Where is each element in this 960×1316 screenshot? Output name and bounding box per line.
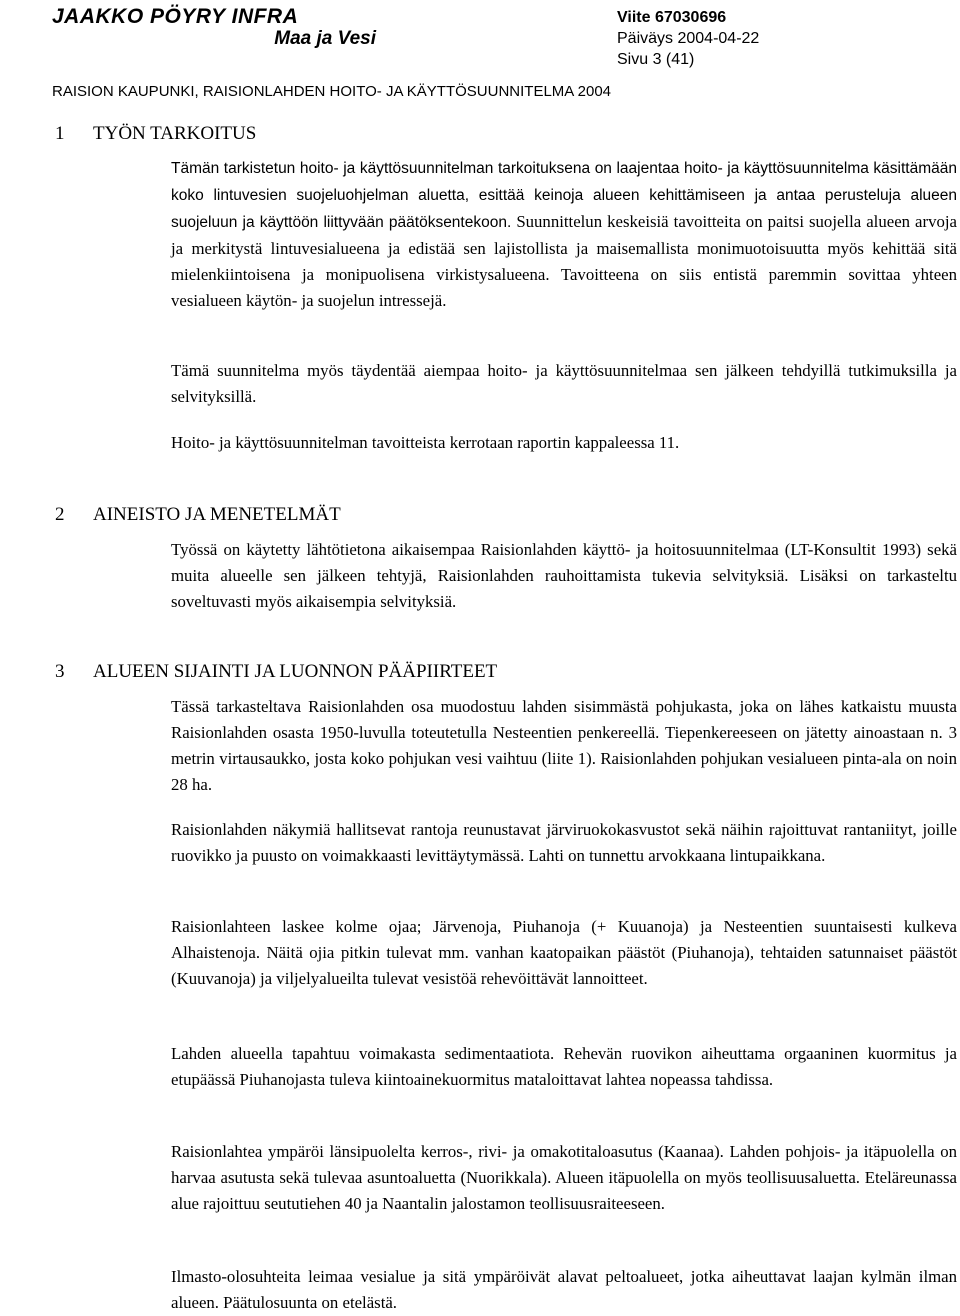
company-name: JAAKKO PÖYRY INFRA (52, 5, 299, 28)
paragraph: Työssä on käytetty lähtötietona aikaisempaa Raisionlahden käyttö- ja hoitosuunnitelmaa (LT-Konsultit 1993) sekä muita alueelle sen jälkeen tehtyjä, Raisionlahden rauhoittamista tukevia selvityksiä. Lisäksi on tarkasteltu soveltuvasti myös aikaisempia selvityksiä. (171, 540, 957, 611)
company-logo (52, 6, 382, 50)
paragraph (171, 155, 957, 314)
paragraph: Raisionlahteen laskee kolme ojaa; Järvenoja, Piuhanoja (+ Kuuanoja) ja Nesteentien suuntaisesti kulkeva Alhaistenoja. Näitä ojia pitkin tulevat mm. vanhan kaatopaikan päästöt (Piuhanoja), tehtaiden satunnaiset päästöt (Kuuvanoja) ja viljelyalueilta tulevat vesistöä rehevöittävät lannoitteet. (171, 917, 957, 988)
section-number: 3 (55, 661, 65, 682)
paragraph: Ilmasto-olosuhteita leimaa vesialue ja sitä ympäröivät alavat peltoalueet, jotka aiheuttavat laajan kylmän ilman alueen. Päätulosuunta on etelästä. (171, 1267, 957, 1312)
page-number: Sivu 3 (41) (617, 51, 695, 68)
document-date: Päiväys 2004-04-22 (617, 30, 760, 47)
section-heading-3 (55, 660, 497, 684)
division-name: Maa ja Vesi (274, 28, 376, 49)
document-meta (617, 7, 759, 70)
paragraph-sans-text: Tämän tarkistetun hoito- ja käyttösuunnitelman tarkoituksena on laajentaa hoito- ja käyttösuunnitelma käsittämään koko lintuvesien suojeluohjelman aluetta, esittää keinoja alueen kehittämiseen ja antaa perusteluja alueen suojeluun ja käyttöön liittyvään päätöksentekoon. (171, 160, 957, 231)
paragraph: Tässä tarkasteltava Raisionlahden osa muodostuu lahden sisimmästä pohjukasta, joka on lähes katkaistu muusta Raisionlahden osasta 1950-luvulla toteutetulla Nesteentien penkereellä. Tiepenkereeseen on jätetty ainoastaan n. 3 metrin virtausaukko, josta koko pohjukan vesi vaihtuu (liite 1). Raisionlahden pohjukan vesialueen pinta-ala on noin 28 ha. (171, 697, 957, 794)
reference-number: Viite 67030696 (617, 9, 727, 26)
paragraph: Lahden alueella tapahtuu voimakasta sedimentaatiota. Rehevän ruovikon aiheuttama orgaaninen kuormitus ja etupäässä Piuhanojasta tuleva kiintoainekuormitus mataloittavat lahtea nopeassa tahdissa. (171, 1044, 957, 1089)
section-heading-1 (55, 122, 256, 146)
paragraph-serif-text: Suunnittelun keskeisiä tavoitteita on paitsi suojella alueen arvoja ja merkitystä lintuvesialueena ja edistää sen lajistollista ja maisemallista monimuotoisuutta myös kehittää sitä mielenkiintoisena ja monipuolisena virkistysalueena. Tavoitteena on siis entistä paremmin sovittaa yhteen vesialueen käytön- ja suojelun intressejä. (171, 212, 957, 310)
paragraph: Hoito- ja käyttösuunnitelman tavoitteista kerrotaan raportin kappaleessa 11. (171, 433, 680, 452)
paragraph: Tämä suunnitelma myös täydentää aiempaa hoito- ja käyttösuunnitelmaa sen jälkeen tehdyillä tutkimuksilla ja selvityksillä. (171, 361, 957, 406)
section-number: 2 (55, 504, 65, 525)
section-title: ALUEEN SIJAINTI JA LUONNON PÄÄPIIRTEET (93, 661, 498, 682)
section-title: AINEISTO JA MENETELMÄT (93, 504, 341, 525)
paragraph: Raisionlahden näkymiä hallitsevat rantoja reunustavat järviruokokasvustot sekä näihin rajoittuvat rantaniityt, joille ruovikko ja puusto on voimakkaasti levittäytymässä. Lahti on tunnettu arvokkaana lintupaikkana. (171, 820, 957, 865)
section-number: 1 (55, 123, 65, 144)
paragraph: Raisionlahtea ympäröi länsipuolelta kerros-, rivi- ja omakotitaloasutus (Kaanaa). Lahden pohjois- ja itäpuolella on harvaa asutusta sekä tulevaa asuntoaluetta (Nuorikkala). Alueen itäpuolella on myös teollisuusaluetta. Eteläreunassa alue rajoittuu seututiehen 40 ja Naantalin jalostamon teollisuusraiteeseen. (171, 1142, 957, 1213)
document-title: RAISION KAUPUNKI, RAISIONLAHDEN HOITO- JA KÄYTTÖSUUNNITELMA 2004 (52, 83, 612, 100)
section-title: TYÖN TARKOITUS (93, 123, 257, 144)
section-heading-2 (55, 503, 341, 527)
